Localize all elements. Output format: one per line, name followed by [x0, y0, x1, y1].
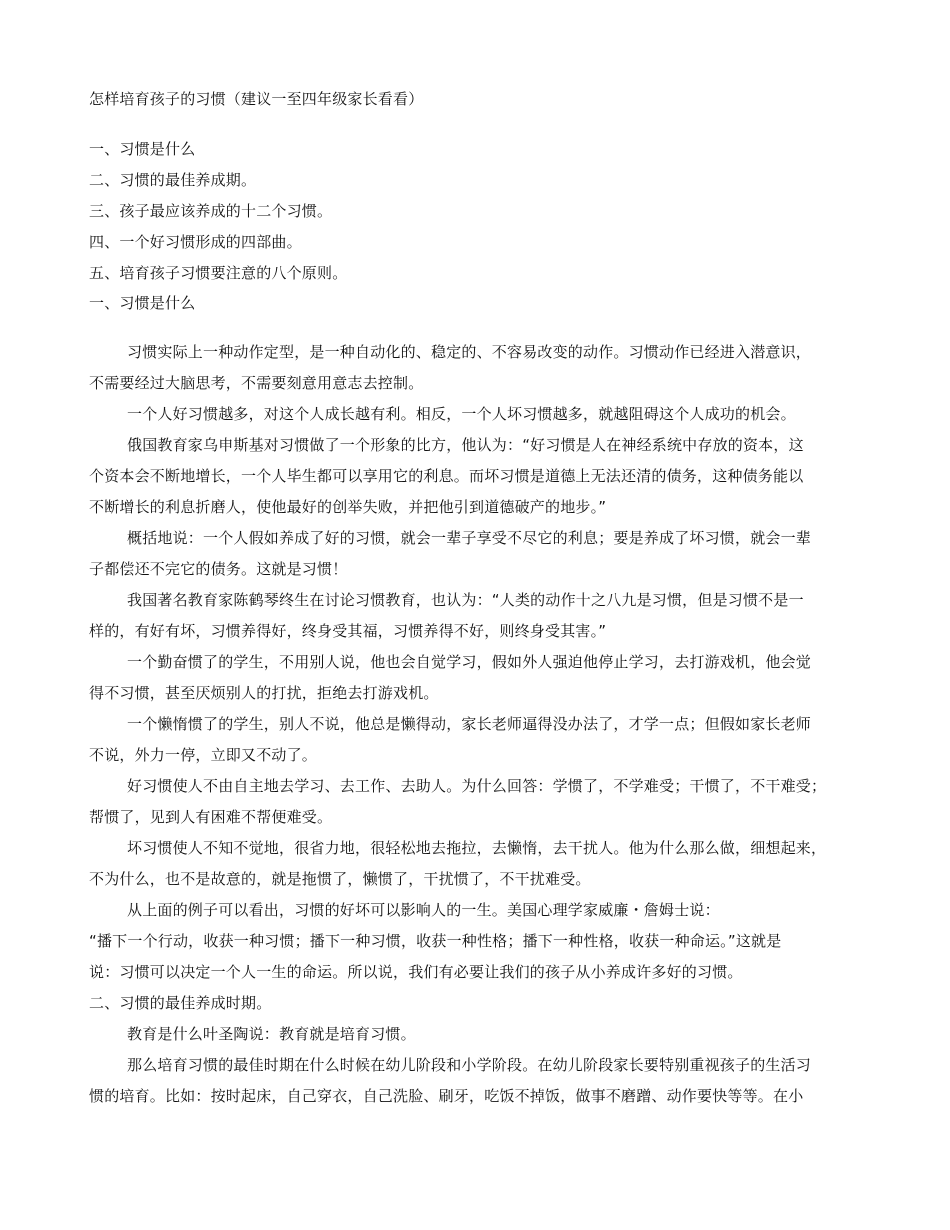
- body-line: 不需要经过大脑思考，不需要刻意用意志去控制。: [89, 374, 424, 392]
- outline-item-4: 四、一个好习惯形成的四部曲。: [89, 233, 302, 251]
- body-line: 不为什么，也不是故意的，就是拖惯了，懒惯了，干扰惯了，不干扰难受。: [89, 870, 591, 888]
- section-heading-1: 一、习惯是什么: [89, 294, 196, 312]
- outline-item-1: 一、习惯是什么: [89, 140, 196, 158]
- body-line: 俄国教育家乌申斯基对习惯做了一个形象的比方，他认为：“好习惯是人在神经系统中存放的资本，这: [127, 436, 804, 454]
- body-line: 样的，有好有坏，习惯养得好，终身受其福，习惯养得不好，则终身受其害。”: [89, 622, 607, 640]
- body-line: 说：习惯可以决定一个人一生的命运。所以说，我们有必要让我们的孩子从小养成许多好的习惯。: [89, 963, 743, 981]
- body-line: “播下一个行动，收获一种习惯；播下一种习惯，收获一种性格；播下一种性格，收获一种命运。”这就是: [89, 932, 782, 950]
- body-line: 不断增长的利息折磨人，使他最好的创举失败，并把他引到道德破产的地步。”: [89, 498, 607, 516]
- body-line: 惯的培育。比如：按时起床，自己穿衣，自己洗脸、刷牙，吃饭不掉饭，做事不磨蹭、动作要快等等。在小: [89, 1087, 804, 1105]
- section-heading-2: 二、习惯的最佳养成时期。: [89, 994, 272, 1012]
- body-line: 一个勤奋惯了的学生，不用别人说，他也会自觉学习，假如外人强迫他停止学习，去打游戏机，他会觉: [127, 653, 812, 671]
- outline-item-2: 二、习惯的最佳养成期。: [89, 171, 257, 189]
- body-line: 我国著名教育家陈鹤琴终生在讨论习惯教育，也认为：“人类的动作十之八九是习惯，但是习惯不是一: [127, 591, 804, 609]
- outline-item-5: 五、培育孩子习惯要注意的八个原则。: [89, 264, 348, 282]
- outline-item-3: 三、孩子最应该养成的十二个习惯。: [89, 202, 333, 220]
- body-line: 一个懒惰惯了的学生，别人不说，他总是懒得动，家长老师逼得没办法了，才学一点；但假如家长老师: [127, 715, 812, 733]
- body-line: 帮惯了，见到人有困难不帮便难受。: [89, 808, 333, 826]
- body-line: 好习惯使人不由自主地去学习、去工作、去助人。为什么回答：学惯了，不学难受；干惯了，不干难受；: [127, 777, 827, 795]
- body-line: 习惯实际上一种动作定型，是一种自动化的、稳定的、不容易改变的动作。习惯动作已经进入潜意识，: [127, 343, 812, 361]
- body-line: 坏习惯使人不知不觉地，很省力地，很轻松地去拖拉，去懒惰，去干扰人。他为什么那么做，细想起来，: [127, 839, 827, 857]
- body-line: 从上面的例子可以看出，习惯的好坏可以影响人的一生。美国心理学家威廉・詹姆士说：: [127, 901, 720, 919]
- body-line: 不说，外力一停，立即又不动了。: [89, 746, 318, 764]
- body-line: 得不习惯，甚至厌烦别人的打扰，拒绝去打游戏机。: [89, 684, 439, 702]
- body-line: 那么培育习惯的最佳时期在什么时候在幼儿阶段和小学阶段。在幼儿阶段家长要特别重视孩子的生活习: [127, 1056, 812, 1074]
- body-line: 概括地说：一个人假如养成了好的习惯，就会一辈子享受不尽它的利息；要是养成了坏习惯，就会一辈: [127, 529, 812, 547]
- body-line: 教育是什么叶圣陶说：教育就是培育习惯。: [127, 1025, 416, 1043]
- body-line: 个资本会不断地增长，一个人毕生都可以享用它的利息。而坏习惯是道德上无法还清的债务，这种债务能以: [89, 467, 804, 485]
- document-title: 怎样培育孩子的习惯（建议一至四年级家长看看）: [89, 90, 424, 108]
- body-line: 一个人好习惯越多，对这个人成长越有利。相反，一个人坏习惯越多，就越阻碍这个人成功的机会。: [127, 405, 796, 423]
- body-line: 子都偿还不完它的债务。这就是习惯！: [89, 560, 348, 578]
